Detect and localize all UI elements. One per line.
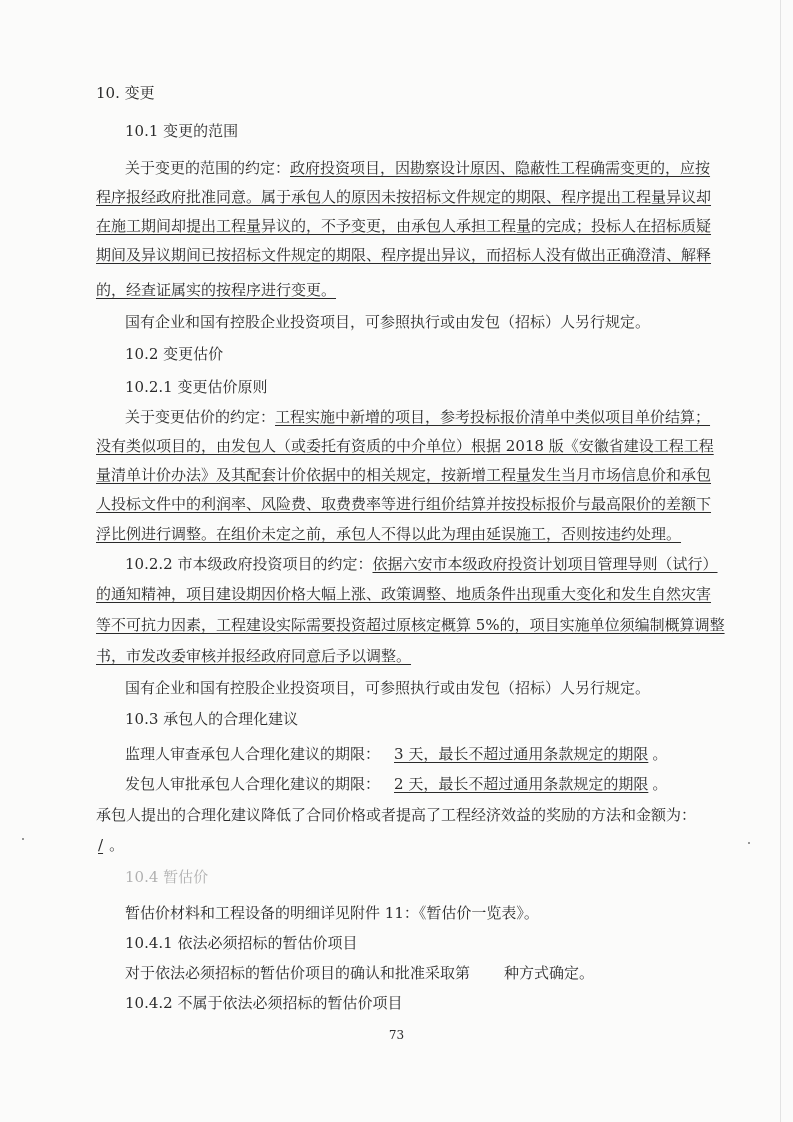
soe-note: 国有企业和国有控股企业投资项目，可参照执行或由发包（招标）人另行规定。 (125, 679, 651, 697)
clause-value: 的，经查证属实的按程序进行变更。 (96, 281, 337, 299)
clause-value: 政府投资项目，因勘察设计原因、隐蔽性工程确需变更的，应按 (290, 159, 711, 177)
paragraph-line: 暂估价材料和工程设备的明细详见附件 11：《暂估价一览表》。 (125, 904, 539, 922)
clause-value: 在施工期间却提出工程量异议的，不予变更，由承包人承担工程量的完成；投标人在招标质疑 (96, 217, 712, 235)
scan-speck (748, 842, 750, 844)
clause-value: 工程实施中新增的项目，参考投标报价清单中类似项目单价结算； (275, 408, 711, 426)
scan-speck (22, 838, 24, 840)
punctuation: 。 (652, 775, 668, 793)
soe-note: 国有企业和国有控股企业投资项目，可参照执行或由发包（招标）人另行规定。 (125, 313, 651, 331)
section-heading: 10. 变更 (96, 84, 155, 102)
paragraph-line (125, 743, 667, 765)
subsection-title: 10.4.2 不属于依法必须招标的暂估价项目 (125, 994, 403, 1012)
paragraph-line (96, 834, 124, 856)
clause-value: 期间及异议期间已按招标文件规定的期限、程序提出异议，而招标人没有做出正确澄清、解释 (96, 246, 712, 264)
paragraph-line (125, 157, 710, 179)
clause-value: 没有类似项目的，由发包人（或委托有资质的中介单位）根据 2018 版《安徽省建设工程工程 (96, 437, 714, 455)
clause-value: 书，市发改委审核并报经政府同意后予以调整。 (96, 647, 412, 665)
subsection-title: 10.4.1 依法必须招标的暂估价项目 (125, 934, 358, 952)
paragraph-line (125, 962, 594, 984)
subsection-title: 10.4 暂估价 (125, 868, 209, 886)
clause-label: 种方式确定。 (504, 964, 595, 982)
clause-value: 程序报经政府批准同意。属于承包人的原因未按招标文件规定的期限、程序提出工程量异议却 (96, 188, 712, 206)
punctuation: 。 (109, 836, 125, 854)
clause-value: 量清单计价办法》及其配套计价依据中的相关规定，按新增工程量发生当月市场信息价和承包 (96, 466, 712, 484)
clause-label: 监理人审查承包人合理化建议的期限： (125, 745, 381, 763)
clause-value: 依据六安市本级政府投资计划项目管理导则（试行） (372, 555, 718, 573)
page-edge (780, 0, 781, 1122)
clause-label: 对于依法必须招标的暂估价项目的确认和批准采取第 (125, 964, 471, 982)
page-number: 73 (388, 1028, 405, 1042)
clause-value: 等不可抗力因素，工程建设实际需要投资超过原核定概算 5%的，项目实施单位须编制概算调整 (96, 616, 725, 634)
clause-label: 承包人提出的合理化建议降低了合同价格或者提高了工程经济效益的奖励的方法和金额为： (96, 806, 697, 824)
clause-label: 发包人审批承包人合理化建议的期限： (125, 775, 381, 793)
clause-value: 的通知精神，项目建设期因价格大幅上涨、政策调整、地质条件出现重大变化和发生自然灾害 (96, 585, 712, 603)
punctuation: 。 (652, 745, 668, 763)
paragraph-line (125, 553, 718, 575)
clause-label: 关于变更估价的约定： (125, 408, 276, 426)
paragraph-line (125, 773, 667, 795)
clause-value: / (98, 836, 104, 854)
clause-value: 浮比例进行调整。在组价未定之前，承包人不得以此为理由延误施工，否则按违约处理。 (96, 525, 682, 543)
clause-value: 人投标文件中的利润率、风险费、取费费率等进行组价结算并按投标报价与最高限价的差额下 (96, 495, 712, 513)
subsection-title: 10.2.1 变更估价原则 (125, 378, 268, 396)
paragraph-line (96, 804, 706, 826)
clause-label: 关于变更的范围的约定： (125, 159, 291, 177)
clause-label: 10.2.2 市本级政府投资项目的约定： (125, 555, 373, 573)
clause-value: 2 天，最长不超过通用条款规定的期限 (394, 775, 649, 793)
paragraph-line (125, 406, 710, 428)
subsection-title: 10.3 承包人的合理化建议 (125, 710, 299, 728)
clause-value: 3 天，最长不超过通用条款规定的期限 (394, 745, 649, 763)
subsection-title: 10.2 变更估价 (125, 345, 224, 363)
subsection-title: 10.1 变更的范围 (125, 122, 239, 140)
